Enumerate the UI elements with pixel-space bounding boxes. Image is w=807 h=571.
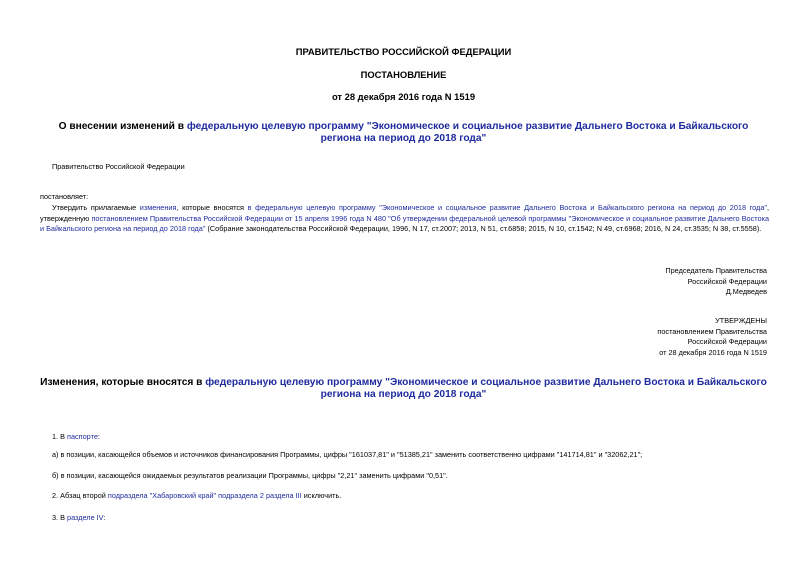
item-3-prefix: 3. В (52, 513, 68, 522)
approve-text-1: Утвердить прилагаемые (52, 203, 140, 212)
document-title (40, 121, 767, 145)
item-1 (52, 432, 100, 443)
approved-block (657, 316, 767, 358)
item-2 (52, 491, 341, 502)
government-text: Правительство Российской Федерации (52, 162, 185, 171)
decides-text: постановляет: (40, 192, 89, 201)
section-iv-link[interactable]: разделе IV (67, 513, 104, 522)
resolution-480-link[interactable]: постановлением Правительства Российской Федерации от 15 апреля 1996 года N 480 "Об утверждении федеральной целевой программы "Экономическое и социальное развитие Дальнего Востока и Байкальского региона на период до 2018 года" (40, 213, 769, 233)
approve-text-2: , которые вносятся (176, 203, 248, 212)
approved-line-4: от 28 декабря 2016 года N 1519 (659, 347, 767, 357)
changes-title (40, 377, 767, 401)
approve-text-4: (Собрание законодательства Российской Федерации, 1996, N 17, ст.2007; 2013, N 51, ст.6858; 2015, N 10, ст.1542; N 49, ст.6968; 2016, N 24, ст.3535; N 38, ст.5558). (205, 224, 762, 233)
changes-title-prefix: Изменения, которые вносятся в (40, 377, 206, 388)
signature-line-3: Д.Медведев (725, 287, 767, 296)
passport-link[interactable]: паспорте (67, 432, 98, 441)
item-1-b: б) в позиции, касающейся ожидаемых результатов реализации Программы, цифры "2,21" заменить цифрами "0,51". (52, 471, 448, 480)
item-3-suffix: : (103, 513, 106, 522)
item-1-suffix: : (97, 432, 100, 441)
signature-block (665, 266, 767, 298)
item-1-a: а) в позиции, касающейся объемов и источников финансирования Программы, цифры "161037,81" и "51385,21" заменить соответственно цифрами "141714,81" и "32062,21"; (52, 450, 643, 459)
approve-paragraph (40, 203, 769, 235)
approved-line-1: УТВЕРЖДЕНЫ (715, 316, 767, 325)
program-link-2[interactable]: в федеральную целевую программу "Экономическое и социальное развитие Дальнего Востока и Байкальского региона на период до 2018 года" (247, 203, 767, 212)
subsection-link[interactable]: подраздела "Хабаровский край" подраздела 2 раздела III (107, 491, 302, 500)
item-2-suffix: исключить. (301, 491, 342, 500)
program-link-3[interactable]: федеральную целевую программу "Экономическое и социальное развитие Дальнего Востока и Байкальского региона на период до 2018 года" (205, 377, 767, 400)
item-2-prefix: 2. Абзац второй (52, 491, 108, 500)
approved-line-3: Российской Федерации (687, 337, 767, 346)
document-title-prefix: О внесении изменений в (58, 121, 187, 132)
changes-link[interactable]: изменения (139, 203, 177, 212)
signature-line-2: Российской Федерации (687, 276, 767, 286)
document-type: ПОСТАНОВЛЕНИЕ (360, 69, 447, 80)
program-link[interactable]: федеральную целевую программу "Экономическое и социальное развитие Дальнего Востока и Байкальского региона на период до 2018 года" (186, 121, 749, 144)
approve-text-3: , утвержденную (40, 203, 769, 223)
item-3 (52, 513, 105, 524)
signature-line-1: Председатель Правительства (665, 266, 767, 275)
government-header: ПРАВИТЕЛЬСТВО РОССИЙСКОЙ ФЕДЕРАЦИИ (295, 46, 512, 57)
document-date-number: от 28 декабря 2016 года N 1519 (331, 91, 476, 102)
approved-line-2: постановлением Правительства (657, 326, 767, 336)
item-1-prefix: 1. В (52, 432, 68, 441)
